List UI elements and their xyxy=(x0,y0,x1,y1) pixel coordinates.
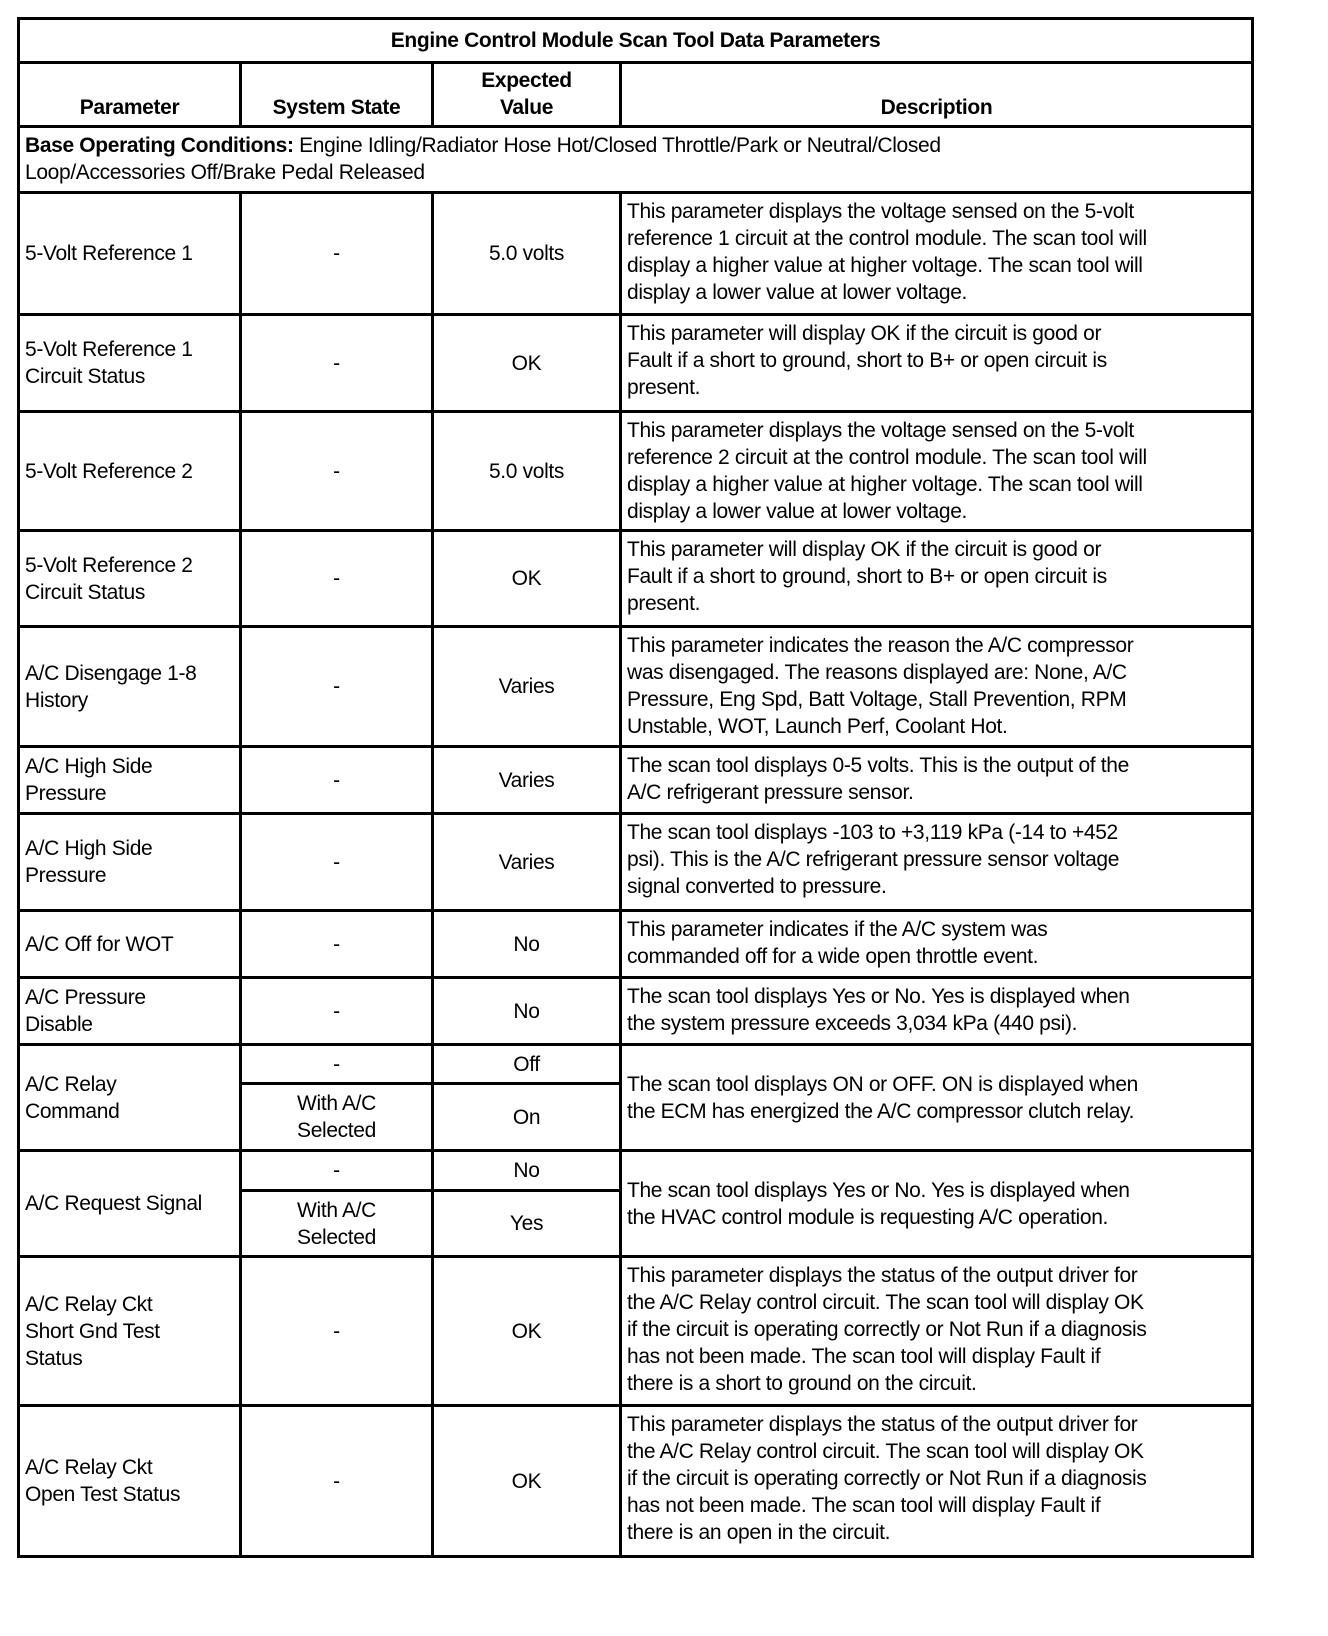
header-parameter: Parameter xyxy=(19,63,241,127)
description-cell: This parameter displays the voltage sensed on the 5-volt reference 2 circuit at the control module. The scan tool will display a higher value at higher voltage. The scan tool will display a lower value at lower voltage. xyxy=(621,412,1253,531)
header-system-state: System State xyxy=(241,63,433,127)
system-state-cell: - xyxy=(241,1406,433,1557)
description-cell: This parameter indicates the reason the A/C compressor was disengaged. The reasons displayed are: None, A/C Pressure, Eng Spd, Batt Voltage, Stall Prevention, RPM Unstable, WOT, Launch Perf, Coolant Hot. xyxy=(621,627,1253,747)
expected-value-cell: Yes xyxy=(433,1191,621,1257)
system-state-cell: - xyxy=(241,627,433,747)
expected-value-cell: 5.0 volts xyxy=(433,412,621,531)
description-cell: This parameter displays the status of the output driver for the A/C Relay control circuit. The scan tool will display OK if the circuit is operating correctly or Not Run if a diagnosis has not been made. The scan tool will display Fault if there is a short to ground on the circuit. xyxy=(621,1257,1253,1406)
parameter-cell: 5-Volt Reference 2 Circuit Status xyxy=(19,531,241,627)
parameter-cell: 5-Volt Reference 1 xyxy=(19,193,241,315)
table-title: Engine Control Module Scan Tool Data Parameters xyxy=(19,19,1253,63)
parameter-cell: A/C High Side Pressure xyxy=(19,814,241,911)
system-state-cell: - xyxy=(241,412,433,531)
system-state-cell: - xyxy=(241,1045,433,1084)
parameter-cell: A/C Pressure Disable xyxy=(19,978,241,1045)
table-row xyxy=(19,814,1253,911)
system-state-cell: With A/C Selected xyxy=(241,1084,433,1151)
expected-value-cell: OK xyxy=(433,1257,621,1406)
system-state-cell: - xyxy=(241,978,433,1045)
description-cell: The scan tool displays Yes or No. Yes is displayed when the system pressure exceeds 3,034 kPa (440 psi). xyxy=(621,978,1253,1045)
system-state-cell: - xyxy=(241,315,433,412)
expected-value-cell: OK xyxy=(433,531,621,627)
expected-value-cell: OK xyxy=(433,315,621,412)
expected-value-cell: On xyxy=(433,1084,621,1151)
description-cell: This parameter indicates if the A/C system was commanded off for a wide open throttle event. xyxy=(621,911,1253,978)
parameter-cell: A/C Disengage 1-8 History xyxy=(19,627,241,747)
base-conditions-text: Engine Idling/Radiator Hose Hot/Closed Throttle/Park or Neutral/Closed Loop/Accessories Off/Brake Pedal Released xyxy=(25,134,941,184)
table-row xyxy=(19,1406,1253,1557)
expected-value-cell: Varies xyxy=(433,627,621,747)
header-expected-value: Expected Value xyxy=(433,63,621,127)
parameter-cell: A/C Off for WOT xyxy=(19,911,241,978)
base-conditions-label: Base Operating Conditions: xyxy=(25,134,294,157)
description-cell: The scan tool displays 0-5 volts. This is the output of the A/C refrigerant pressure sensor. xyxy=(621,747,1253,814)
table-row xyxy=(19,978,1253,1045)
description-cell: The scan tool displays -103 to +3,119 kPa (-14 to +452 psi). This is the A/C refrigerant pressure sensor voltage signal converted to pressure. xyxy=(621,814,1253,911)
system-state-cell: - xyxy=(241,531,433,627)
table-row xyxy=(19,911,1253,978)
parameter-cell: A/C Relay Ckt Open Test Status xyxy=(19,1406,241,1557)
table-row xyxy=(19,1257,1253,1406)
table-row xyxy=(19,531,1253,627)
system-state-cell: - xyxy=(241,814,433,911)
expected-value-cell: No xyxy=(433,911,621,978)
expected-value-cell: 5.0 volts xyxy=(433,193,621,315)
table-row xyxy=(19,1045,1253,1084)
parameter-cell: A/C Relay Ckt Short Gnd Test Status xyxy=(19,1257,241,1406)
expected-value-cell: No xyxy=(433,978,621,1045)
expected-value-cell: Varies xyxy=(433,747,621,814)
table-row xyxy=(19,315,1253,412)
parameter-cell: A/C Relay Command xyxy=(19,1045,241,1151)
description-cell: This parameter will display OK if the circuit is good or Fault if a short to ground, short to B+ or open circuit is present. xyxy=(621,315,1253,412)
system-state-cell: With A/C Selected xyxy=(241,1191,433,1257)
expected-value-cell: No xyxy=(433,1151,621,1191)
system-state-cell: - xyxy=(241,193,433,315)
table-row xyxy=(19,193,1253,315)
base-conditions xyxy=(19,127,1253,193)
header-row xyxy=(19,63,1253,127)
expected-value-cell: Varies xyxy=(433,814,621,911)
parameter-cell: 5-Volt Reference 1 Circuit Status xyxy=(19,315,241,412)
table-row xyxy=(19,1151,1253,1191)
system-state-cell: - xyxy=(241,911,433,978)
description-cell: The scan tool displays Yes or No. Yes is displayed when the HVAC control module is requesting A/C operation. xyxy=(621,1151,1253,1257)
parameter-cell: A/C Request Signal xyxy=(19,1151,241,1257)
system-state-cell: - xyxy=(241,747,433,814)
description-cell: This parameter displays the status of the output driver for the A/C Relay control circuit. The scan tool will display OK if the circuit is operating correctly or Not Run if a diagnosis has not been made. The scan tool will display Fault if there is an open in the circuit. xyxy=(621,1406,1253,1557)
description-cell: The scan tool displays ON or OFF. ON is displayed when the ECM has energized the A/C compressor clutch relay. xyxy=(621,1045,1253,1151)
expected-value-cell: Off xyxy=(433,1045,621,1084)
table-row xyxy=(19,627,1253,747)
expected-value-cell: OK xyxy=(433,1406,621,1557)
description-cell: This parameter will display OK if the circuit is good or Fault if a short to ground, short to B+ or open circuit is present. xyxy=(621,531,1253,627)
scan-tool-data-table xyxy=(17,17,1254,1558)
table-row xyxy=(19,747,1253,814)
parameter-cell: A/C High Side Pressure xyxy=(19,747,241,814)
description-cell: This parameter displays the voltage sensed on the 5-volt reference 1 circuit at the control module. The scan tool will display a higher value at higher voltage. The scan tool will display a lower value at lower voltage. xyxy=(621,193,1253,315)
system-state-cell: - xyxy=(241,1257,433,1406)
system-state-cell: - xyxy=(241,1151,433,1191)
header-description: Description xyxy=(621,63,1253,127)
parameter-cell: 5-Volt Reference 2 xyxy=(19,412,241,531)
table-row xyxy=(19,412,1253,531)
